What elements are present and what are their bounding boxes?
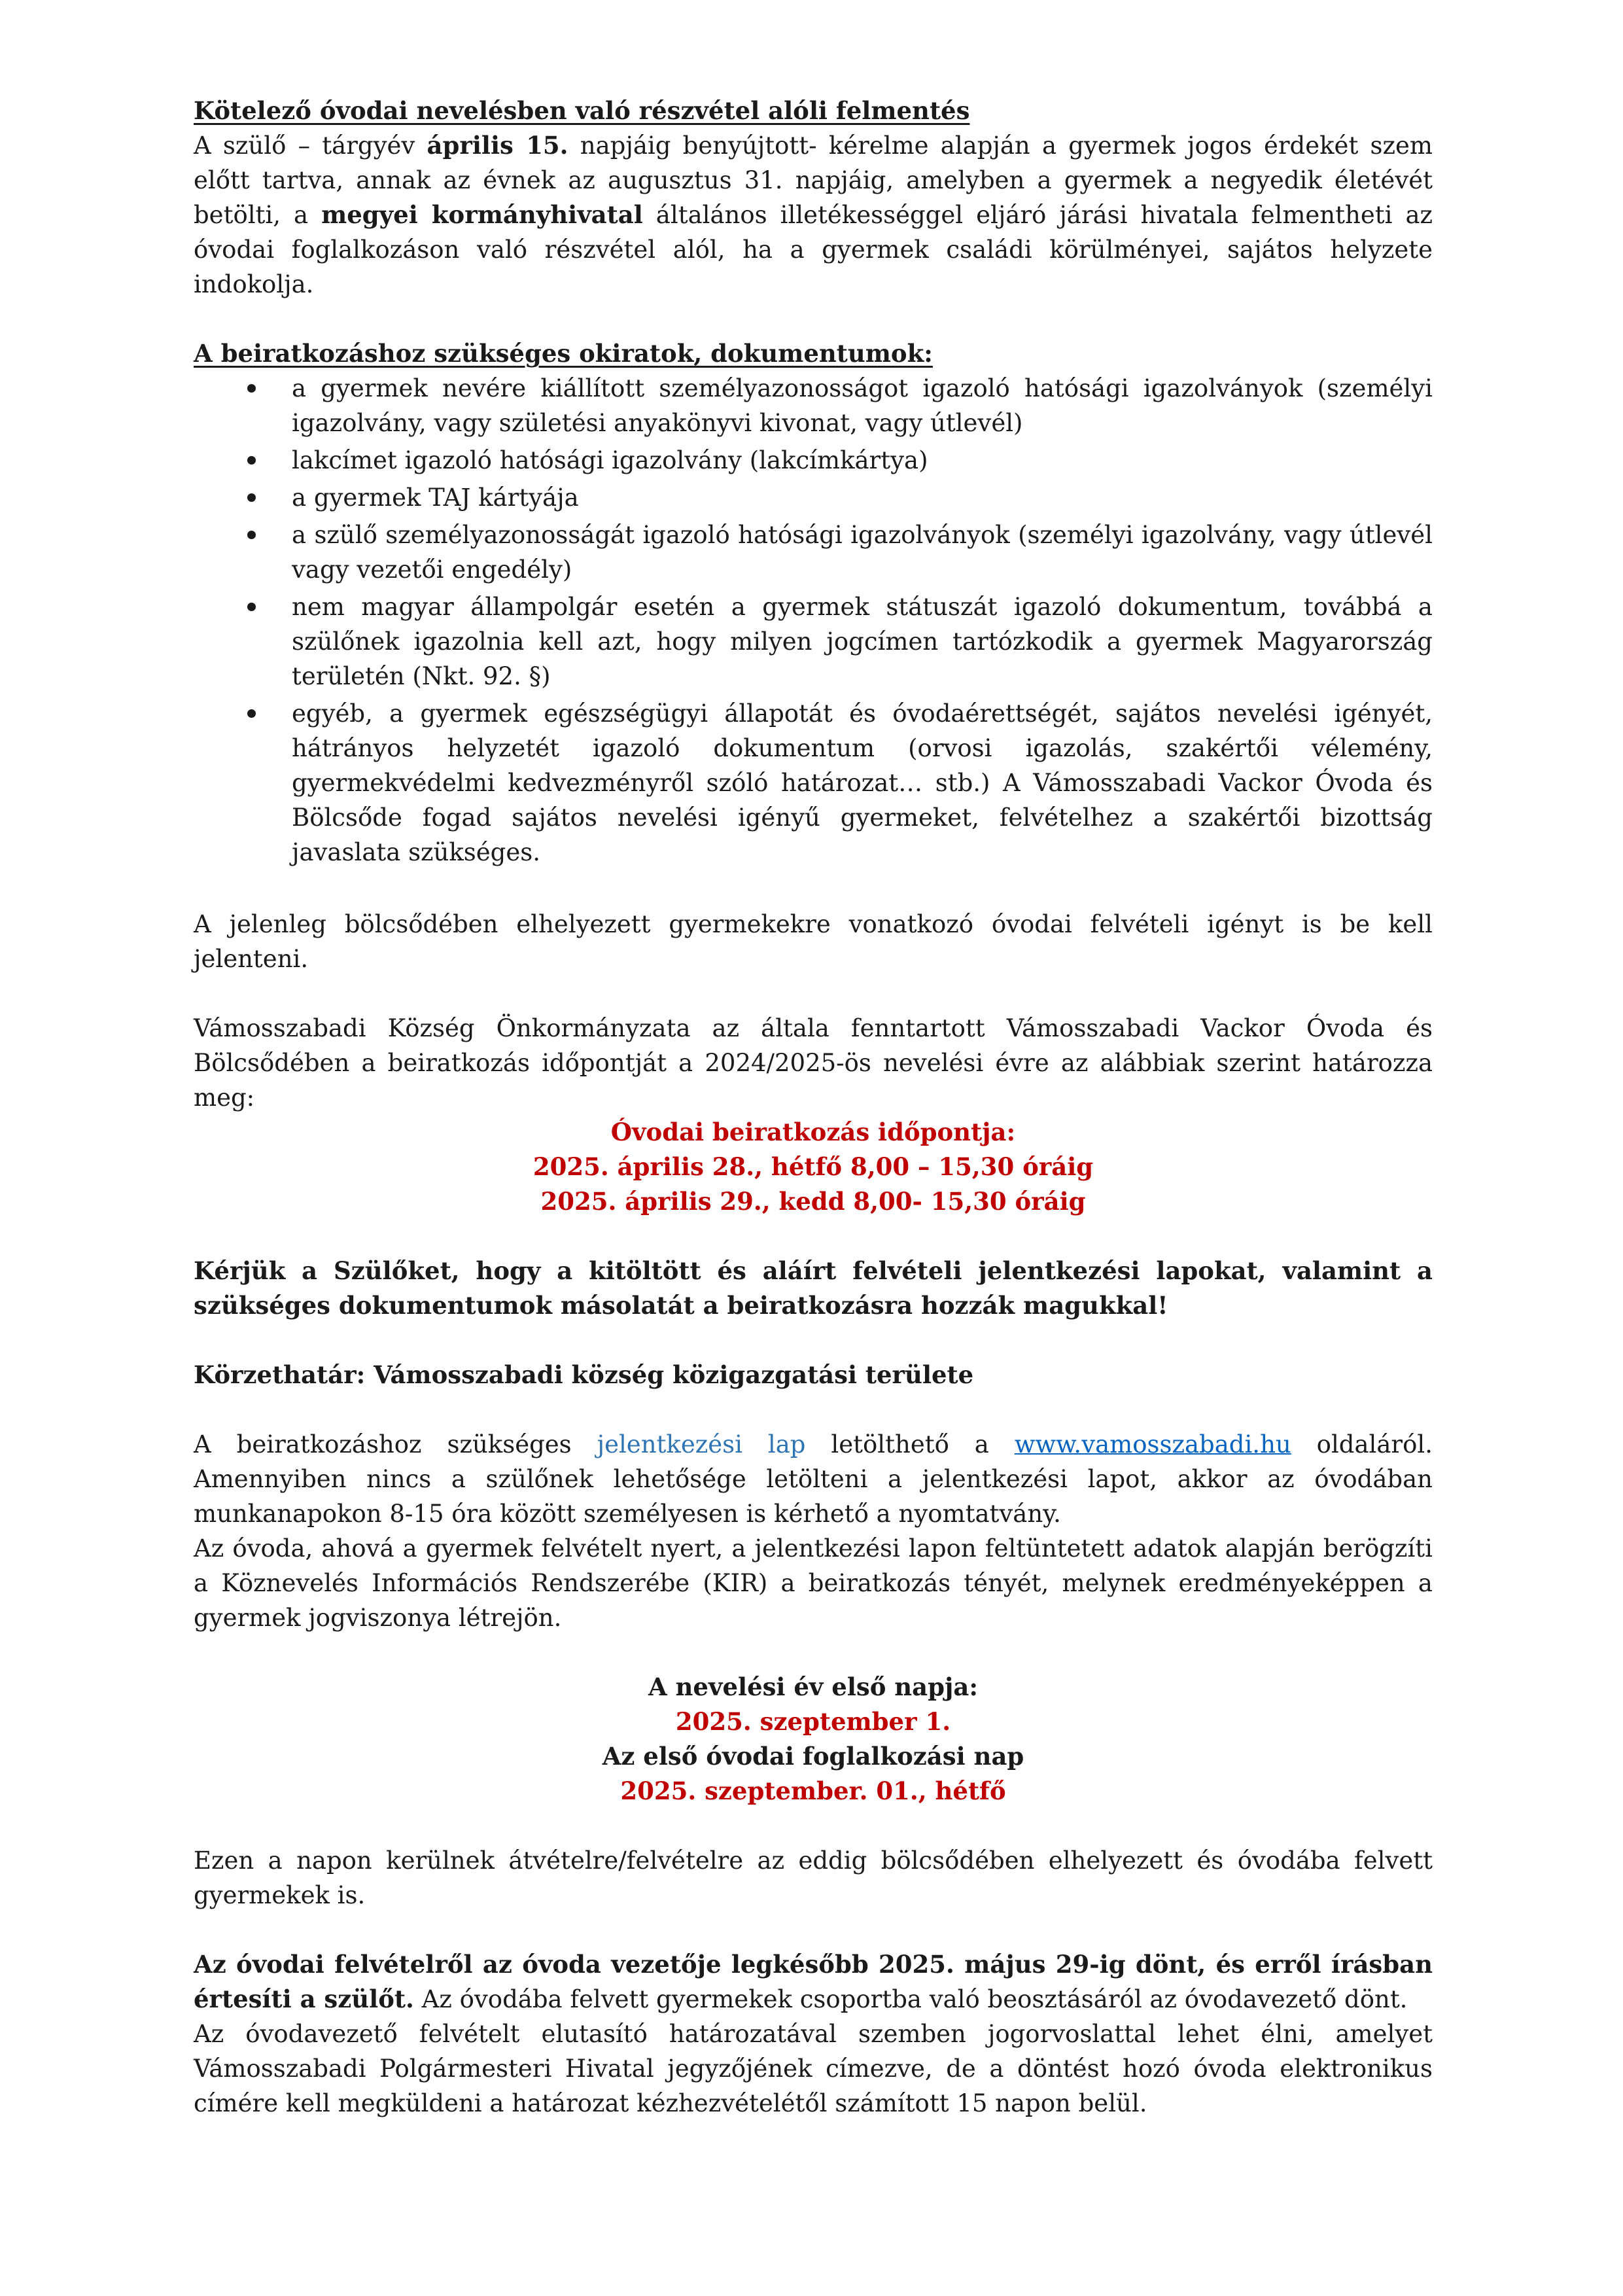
paragraph-kir: Az óvoda, ahová a gyermek felvételt nyert, a jelentkezési lapon feltüntetett adatok alapján berögzíti a Köznevelés Információs Rendszerébe (KIR) a beiratkozás tényét, melynek eredményeképpen a gyermek jogviszonya létrejön. [194, 1534, 1433, 1632]
spacer [194, 1913, 1433, 1947]
list-item [194, 518, 1433, 587]
website-link[interactable]: www.vamosszabadi.hu [1014, 1430, 1291, 1458]
application-form-link[interactable]: jelentkezési lap [597, 1430, 806, 1458]
section-title-documents: A beiratkozáshoz szükséges okiratok, dokumentumok: [194, 339, 933, 368]
list-item [194, 371, 1433, 440]
text-run-bold: április 15. [427, 131, 568, 160]
enrollment-title: Óvodai beiratkozás időpontja: [610, 1118, 1016, 1146]
paragraph-municipality: Vámosszabadi Község Önkormányzata az általa fenntartott Vámosszabadi Vackor Óvoda és Bölcsődében a beiratkozás időpontját a 2024/2025-ös nevelési évre az alábbiak szerint határozza meg: [194, 1014, 1433, 1112]
list-item-text: a szülő személyazonosságát igazoló hatósági igazolványok (személyi igazolvány, vagy útlevél vagy vezetői engedély) [292, 521, 1433, 584]
spacer [194, 302, 1433, 336]
paragraph-nursery: A jelenleg bölcsődében elhelyezett gyermekekre vonatkozó óvodai felvételi igényt is be kell jelenteni. [194, 910, 1433, 973]
first-day-date: 2025. szeptember. 01., hétfő [620, 1776, 1006, 1805]
spacer [194, 976, 1433, 1011]
spacer [194, 1392, 1433, 1427]
text-run: A beiratkozáshoz szükséges [194, 1430, 597, 1458]
text-run: oldaláról. Amennyiben nincs a szülőnek lehetősége letölteni a jelentkezési lapot, akkor az óvodában munkanapokon 8-15 óra között személyesen is kérhető a nyomtatvány. [194, 1430, 1433, 1528]
enrollment-date-2: 2025. április 29., kedd 8,00- 15,30 óráig [540, 1187, 1086, 1216]
text-run: letölthető a [805, 1430, 1015, 1458]
list-item [194, 443, 1433, 478]
paragraph-decision [194, 1947, 1433, 2017]
paragraph-exemption [194, 128, 1433, 302]
list-item-text: egyéb, a gyermek egészségügyi állapotát és óvodaérettségét, sajátos nevelési igényét, hátrányos helyzetét igazoló dokumentum (orvosi igazolás, szakértői vélemény, gyermekvédelmi kedvezményről szóló határozat… stb.) A Vámosszabadi Vackor Óvoda és Bölcsőde fogad sajátos nevelési igényű gyermeket, felvételhez a szakértői bizottság javaslata szükséges. [292, 699, 1433, 866]
paragraph-appeal: Az óvodavezető felvételt elutasító határozatával szemben jogorvoslattal lehet élni, amelyet Vámosszabadi Polgármesteri Hivatal jegyzőjének címezve, de a döntést hozó óvoda elektronikus címére kell megküldeni a határozat kézhezvételétől számított 15 napon belül. [194, 2020, 1433, 2117]
section-title-exemption: Kötelező óvodai nevelésben való részvétel alóli felmentés [194, 96, 970, 125]
bullet-icon [247, 384, 256, 393]
spacer [194, 1635, 1433, 1670]
spacer [194, 1219, 1433, 1254]
text-run: Az óvodába felvett gyermekek csoportba való beosztásáról az óvodavezető dönt. [413, 1985, 1408, 2013]
spacer [194, 1323, 1433, 1358]
paragraph-request: Kérjük a Szülőket, hogy a kitöltött és aláírt felvételi jelentkezési lapokat, valamint a szükséges dokumentumok másolatát a beiratkozásra hozzák magukkal! [194, 1256, 1433, 1320]
bullet-icon [247, 603, 256, 611]
school-year-date: 2025. szeptember 1. [675, 1707, 951, 1736]
bullet-icon [247, 531, 256, 539]
bullet-icon [247, 709, 256, 718]
list-item [194, 590, 1433, 694]
text-run-bold: Az óvodai felvételről az óvoda vezetője legkésőbb 2025. május 29-ig dönt, és erről írásban értesíti a szülőt. [194, 1950, 1433, 2013]
bullet-icon [247, 493, 256, 502]
spacer [194, 1809, 1433, 1843]
list-item-text: nem magyar állampolgár esetén a gyermek státuszát igazoló dokumentum, továbbá a szülőnek igazolnia kell azt, hogy milyen jogcímen tartózkodik a gyermek Magyarország területén (Nkt. 92. §) [292, 593, 1433, 690]
school-year-title: A nevelési év első napja: [648, 1672, 979, 1701]
text-run: A szülő – tárgyév [194, 132, 427, 160]
first-day-title: Az első óvodai foglalkozási nap [602, 1742, 1024, 1771]
spacer [194, 872, 1433, 907]
bullet-icon [247, 456, 256, 465]
paragraph-download [194, 1427, 1433, 1531]
list-item-text: lakcímet igazoló hatósági igazolvány (lakcímkártya) [292, 446, 928, 474]
text-run: napjáig benyújtott- kérelme alapján a gyermek jogos érdekét szem előtt tartva, annak az évnek az augusztus 31. napjáig, amelyben a gyermek a negyedik életévét betölti, a [194, 132, 1433, 229]
paragraph-handover: Ezen a napon kerülnek átvételre/felvételre az eddig bölcsődében elhelyezett és óvodába felvett gyermekek is. [194, 1846, 1433, 1909]
list-item-text: a gyermek nevére kiállított személyazonosságot igazoló hatósági igazolványok (személyi igazolvány, vagy születési anyakönyvi kivonat, vagy útlevél) [292, 374, 1433, 437]
list-item [194, 480, 1433, 515]
list-item-text: a gyermek TAJ kártyája [292, 484, 579, 512]
text-run: általános illetékességgel eljáró járási hivatala felmentheti az óvodai foglalkozáson való részvétel alól, ha a gyermek családi körülményei, sajátos helyzete indokolja. [194, 201, 1433, 298]
list-item [194, 696, 1433, 870]
enrollment-date-1: 2025. április 28., hétfő 8,00 – 15,30 óráig [532, 1152, 1094, 1181]
documents-list [194, 371, 1433, 870]
text-run-bold: megyei kormányhivatal [321, 200, 643, 229]
document-body [194, 94, 1433, 2121]
district-boundary: Körzethatár: Vámosszabadi község közigazgatási területe [194, 1360, 974, 1389]
